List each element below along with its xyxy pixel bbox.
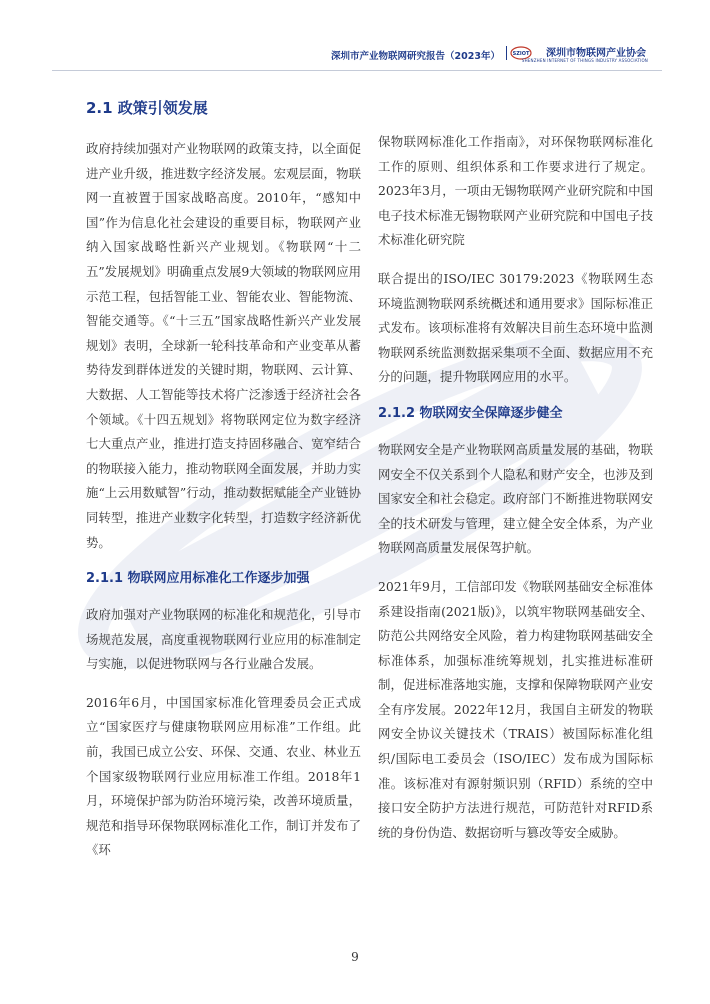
header-rule bbox=[52, 70, 662, 71]
paragraph: 2016年6月，中国国家标准化管理委员会正式成立“国家医疗与健康物联网应用标准”工作组。此前，我国已成立公安、环保、交通、农业、林业五个国家级物联网行业应用标准工作组。2018年1月，环境保护部为防治环境污染，改善环境质量，规范和指导环保物联网标准化工作，制订并发布了《环 bbox=[86, 694, 361, 858]
org-name-en: SHENZHEN INTERNET OF THINGS INDUSTRY ASSOCIATION bbox=[521, 58, 648, 63]
paragraph: 2021年9月，工信部印发《物联网基础安全标准体系建设指南(2021版)》，以筑牢物联网基础安全、防范公共网络安全风险，着力构建物联网基础安全标准体系，加强标准统筹规划，扎实推进标准研制，促进标准落地实施，支撑和保障物联网产业安全有序发展。2022年12月，我国自主研发的物联网安全协议关键技术（TRAIS）被国际标准化组织/国际电工委员会（ISO/IEC）发布成为国际标准。该标准对有源射频识别（RFID）系统的空中接口安全防护方法进行规范，可防范针对RFID系统的身份伪造、数据窃听与篡改等安全威胁。 bbox=[378, 578, 653, 840]
page-number: 9 bbox=[351, 950, 359, 964]
paragraph: 保物联网标准化工作指南》，对环保物联网标准化工作的原则、组织体系和工作要求进行了规定。2023年3月，一项由无锡物联网产业研究院和中国电子技术标准无锡物联网产业研究院和中国电子技术标准化研究院 bbox=[378, 134, 653, 248]
org-name: 深圳市物联网产业协会 bbox=[546, 48, 646, 59]
paragraph: 政府持续加强对产业物联网的政策支持，以全面促进产业升级，推进数字经济发展。宏观层面，物联网一直被置于国家战略高度。2010年，“感知中国”作为信息化社会建设的重要目标，物联网产业纳入国家战略性新兴产业规划。《物联网“十二五”发展规划》明确重点发展9大领域的物联网应用示范工程，包括智能工业、智能农业、智能物流、智能交通等。《“十三五”国家战略性新兴产业发展规划》表明，全球新一轮科技革命和产业变革从蓄势待发到群体迸发的关键时期，物联网、云计算、大数据、人工智能等技术将广泛渗透于经济社会各个领域。《十四五规划》将物联网定位为数字经济七大重点产业，推进打造支持固移融合、宽窄结合的物联接入能力，推动物联网全面发展，并助力实施“上云用数赋智”行动，推动数据赋能全产业链协同转型，推进产业数字化转型，打造数字经济新优势。 bbox=[86, 141, 361, 550]
right-column bbox=[378, 130, 653, 859]
page-header bbox=[0, 0, 710, 70]
paragraph: 联合提出的ISO/IEC 30179:2023《物联网生态环境监测物联网系统概述和通用要求》国际标准正式发布。该项标准将有效解决目前生态环境中监测物联网系统监测数据采集项不全面、数据应用不充分的问题，提升物联网应用的水平。 bbox=[378, 270, 653, 385]
logo-text: SZIOT bbox=[512, 51, 530, 57]
subsection-title: 2.1.2 物联网安全保障逐步健全 bbox=[378, 405, 563, 421]
report-title: 深圳市产业物联网研究报告（2023年） bbox=[331, 51, 500, 62]
subsection-title: 2.1.1 物联网应用标准化工作逐步加强 bbox=[86, 571, 310, 587]
left-column bbox=[86, 97, 361, 877]
paragraph: 政府加强对产业物联网的标准化和规范化，引导市场规范发展，高度重视物联网行业应用的标准制定与实施，以促进物联网与各行业融合发展。 bbox=[86, 607, 361, 672]
paragraph: 物联网安全是产业物联网高质量发展的基础，物联网安全不仅关系到个人隐私和财产安全，也涉及到国家安全和社会稳定。政府部门不断推进物联网安全的技术研发与管理，建立健全安全体系，为产业物联网高质量发展保驾护航。 bbox=[378, 441, 653, 556]
header-divider bbox=[506, 46, 507, 60]
section-title: 2.1 政策引领发展 bbox=[86, 99, 208, 117]
